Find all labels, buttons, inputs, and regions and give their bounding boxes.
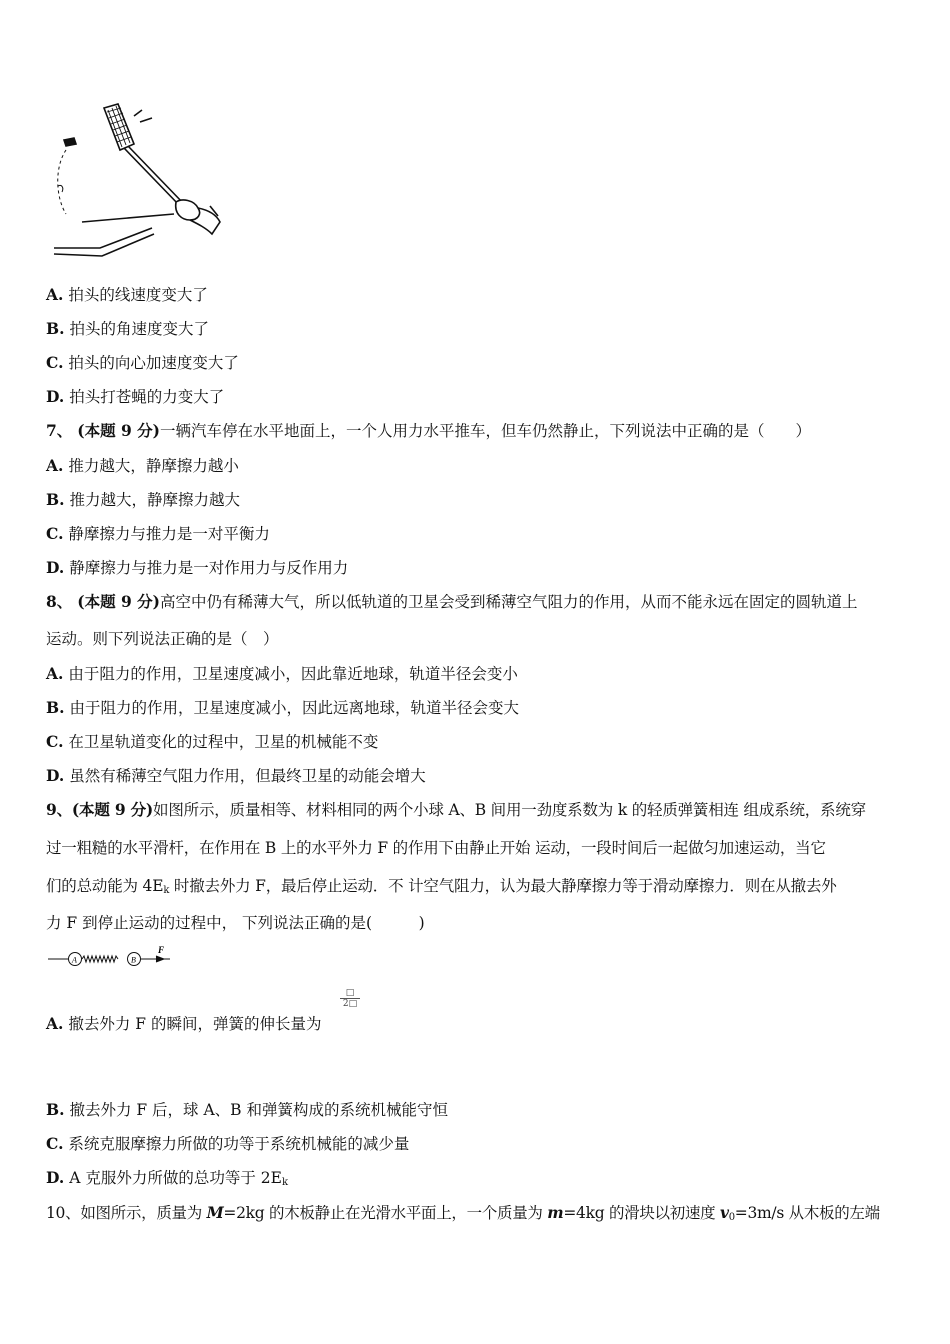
question-text: 运动。则下列说法正确的是（ ） bbox=[46, 630, 279, 648]
question-text: =2kg 的木板静止在光滑水平面上，一个质量为 bbox=[223, 1204, 548, 1222]
option-text: 推力越大，静摩擦力越小 bbox=[68, 457, 239, 475]
question-number: 9、 bbox=[46, 800, 72, 819]
q9-stem-line2 bbox=[46, 838, 826, 858]
question-text: =3m/s 从木板的左端 bbox=[734, 1204, 880, 1222]
mass-symbol: M bbox=[206, 1203, 224, 1222]
option-text: 由于阻力的作用，卫星速度减小，因此靠近地球，轨道半径会变小 bbox=[68, 665, 518, 683]
ball-a-label: A bbox=[72, 955, 77, 965]
q8-stem-line1 bbox=[46, 592, 858, 612]
q9-option-a[interactable] bbox=[46, 1014, 322, 1034]
option-text: 拍头的线速度变大了 bbox=[68, 286, 208, 304]
q6-option-d[interactable] bbox=[46, 387, 224, 407]
option-letter: D. bbox=[46, 1168, 65, 1187]
subscript: k bbox=[163, 885, 170, 896]
option-letter: C. bbox=[46, 353, 64, 372]
question-tag: (本题 9 分) bbox=[77, 421, 160, 440]
option-letter: D. bbox=[46, 558, 65, 577]
q8-stem-line2 bbox=[46, 629, 279, 649]
option-text: 在卫星轨道变化的过程中，卫星的机械能不变 bbox=[68, 733, 379, 751]
option-letter: A. bbox=[46, 664, 64, 683]
force-label: F bbox=[158, 945, 165, 955]
q9-option-d[interactable] bbox=[46, 1168, 288, 1193]
question-text: 们的总动能为 4E bbox=[46, 877, 164, 895]
option-text: 撤去外力 F 后，球 A、B 和弹簧构成的系统机械能守恒 bbox=[69, 1101, 448, 1119]
velocity-symbol: v bbox=[719, 1203, 729, 1222]
question-text: 过一粗糙的水平滑杆，在作用在 B 上的水平外力 F 的作用下由静止开始 运动，一段时间后一起做匀加速运动，当它 bbox=[46, 839, 826, 857]
question-text: 力 F 到停止运动的过程中， 下列说法正确的是( ) bbox=[46, 914, 425, 932]
question-text: 如图所示，质量为 bbox=[80, 1204, 207, 1222]
q8-option-b[interactable] bbox=[46, 698, 519, 718]
question-text: 如图所示，质量相等、材料相同的两个小球 A、B 间用一劲度系数为 k 的轻质弹簧相连 组成系统，系统穿 bbox=[153, 801, 866, 819]
fraction-denominator: 2□ bbox=[342, 999, 358, 1009]
option-text: 推力越大，静摩擦力越大 bbox=[69, 491, 240, 509]
option-text: 系统克服摩擦力所做的功等于系统机械能的减少量 bbox=[68, 1135, 410, 1153]
q6-option-b[interactable] bbox=[46, 319, 209, 339]
option-letter: C. bbox=[46, 524, 64, 543]
q10-stem-line1 bbox=[46, 1203, 880, 1228]
q7-option-a[interactable] bbox=[46, 456, 239, 476]
question-number: 8、 bbox=[46, 592, 73, 611]
spring-balls-figure bbox=[44, 944, 184, 970]
q9-stem-line1 bbox=[46, 800, 866, 820]
q9-option-c[interactable] bbox=[46, 1134, 409, 1154]
ball-b-label: B bbox=[131, 955, 136, 965]
option-text: 由于阻力的作用，卫星速度减小，因此远离地球，轨道半径会变大 bbox=[69, 699, 519, 717]
spring bbox=[82, 956, 118, 962]
subscript: k bbox=[281, 1177, 289, 1188]
q9-stem-line3 bbox=[46, 876, 837, 901]
mass-symbol: m bbox=[547, 1203, 564, 1222]
q8-option-d[interactable] bbox=[46, 766, 426, 786]
q7-option-c[interactable] bbox=[46, 524, 270, 544]
option-letter: A. bbox=[46, 1014, 64, 1033]
q7-option-d[interactable] bbox=[46, 558, 348, 578]
force-arrow bbox=[156, 956, 164, 962]
question-text: 一辆汽车停在水平地面上，一个人用力水平推车，但车仍然静止，下列说法中正确的是（ ） bbox=[159, 422, 811, 440]
option-text: 拍头的向心加速度变大了 bbox=[68, 354, 239, 372]
fly-swatter-figure bbox=[48, 98, 228, 263]
question-number: 10、 bbox=[46, 1204, 81, 1222]
q9-stem-line4 bbox=[46, 913, 425, 933]
option-letter: C. bbox=[46, 732, 64, 751]
question-text: =4kg 的滑块以初速度 bbox=[563, 1204, 720, 1222]
fraction bbox=[340, 988, 360, 1009]
option-text: 拍头的角速度变大了 bbox=[69, 320, 209, 338]
option-letter: D. bbox=[46, 387, 65, 406]
q6-option-c[interactable] bbox=[46, 353, 239, 373]
option-text: 静摩擦力与推力是一对平衡力 bbox=[68, 525, 270, 543]
option-text: 拍头打苍蝇的力变大了 bbox=[69, 388, 225, 406]
option-letter: B. bbox=[46, 490, 65, 509]
question-tag: (本题 9 分) bbox=[71, 800, 154, 819]
option-letter: C. bbox=[46, 1134, 64, 1153]
question-tag: (本题 9 分) bbox=[77, 592, 160, 611]
q6-option-a[interactable] bbox=[46, 285, 208, 305]
option-letter: D. bbox=[46, 766, 65, 785]
option-letter: B. bbox=[46, 319, 65, 338]
subscript: 0 bbox=[728, 1212, 735, 1223]
option-letter: B. bbox=[46, 698, 65, 717]
question-text: 高空中仍有稀薄大气，所以低轨道的卫星会受到稀薄空气阻力的作用，从而不能永远在固定的圆轨道上 bbox=[159, 593, 858, 611]
option-text: 虽然有稀薄空气阻力作用，但最终卫星的动能会增大 bbox=[69, 767, 426, 785]
q8-option-c[interactable] bbox=[46, 732, 378, 752]
q9-option-b[interactable] bbox=[46, 1100, 448, 1120]
q7-stem bbox=[46, 421, 811, 441]
option-text: A 克服外力所做的总功等于 2E bbox=[69, 1169, 282, 1187]
option-letter: A. bbox=[46, 285, 64, 304]
question-number: 7、 bbox=[46, 421, 73, 440]
option-letter: A. bbox=[46, 456, 64, 475]
question-text: 时撤去外力 F，最后停止运动．不 计空气阻力，认为最大静摩擦力等于滑动摩擦力．则在从撤去外 bbox=[169, 877, 837, 895]
q7-option-b[interactable] bbox=[46, 490, 240, 510]
q8-option-a[interactable] bbox=[46, 664, 518, 684]
option-letter: B. bbox=[46, 1100, 65, 1119]
option-text: 静摩擦力与推力是一对作用力与反作用力 bbox=[69, 559, 349, 577]
option-text: 撤去外力 F 的瞬间，弹簧的伸长量为 bbox=[68, 1015, 322, 1033]
fraction-numerator: □ bbox=[340, 988, 360, 999]
